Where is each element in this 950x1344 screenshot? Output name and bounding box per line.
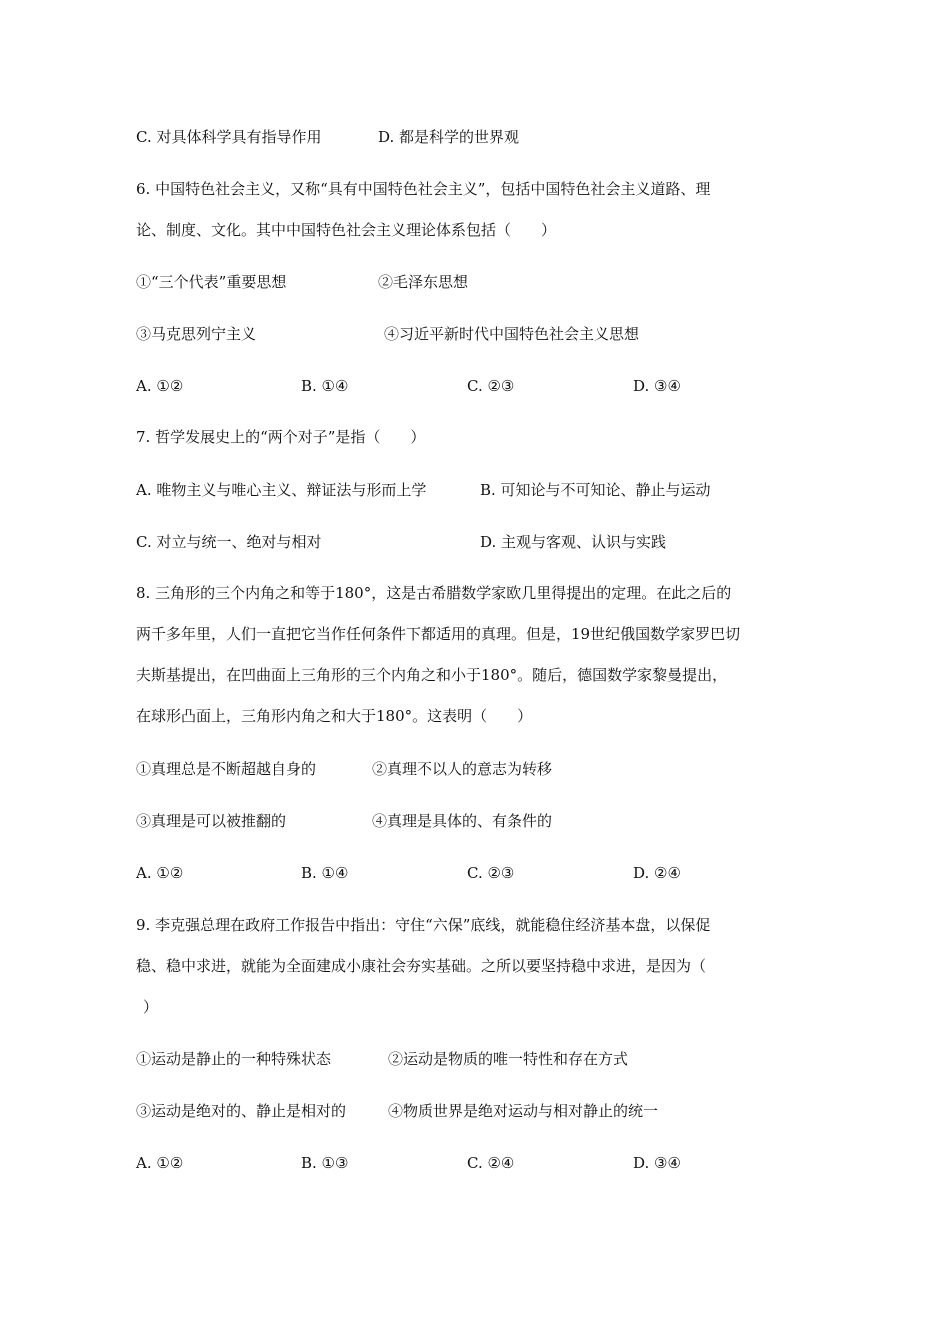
q7-option-b: B. 可知论与不可知论、静止与运动 <box>480 481 711 499</box>
q8-item-3: ③真理是可以被推翻的 <box>136 812 287 830</box>
q5-option-c: C. 对具体科学具有指导作用 <box>136 128 322 146</box>
q9-option-d: D. ③④ <box>633 1154 681 1172</box>
q8-option-c: C. ②③ <box>467 864 515 882</box>
q9-option-b: B. ①③ <box>301 1154 349 1172</box>
q9-stem-line-2: 稳、稳中求进，就能为全面建成小康社会夯实基础。之所以要坚持稳中求进，是因为（ <box>136 957 707 975</box>
q9-option-a: A. ①② <box>136 1154 184 1172</box>
q8-stem-line-4: 在球形凸面上，三角形内角之和大于180°。这表明（ ） <box>136 707 533 725</box>
q8-stem-line-2: 两千多年里，人们一直把它当作任何条件下都适用的真理。但是，19世纪俄国数学家罗巴切 <box>136 625 741 643</box>
q9-item-1: ①运动是静止的一种特殊状态 <box>136 1050 332 1068</box>
q6-option-a: A. ①② <box>136 377 184 395</box>
q6-option-c: C. ②③ <box>467 377 515 395</box>
q8-item-1: ①真理总是不断超越自身的 <box>136 760 317 778</box>
q8-option-a: A. ①② <box>136 864 184 882</box>
q5-option-d: D. 都是科学的世界观 <box>378 128 520 146</box>
q8-option-d: D. ②④ <box>633 864 681 882</box>
q6-option-b: B. ①④ <box>301 377 349 395</box>
q9-item-3: ③运动是绝对的、静止是相对的 <box>136 1102 347 1120</box>
q6-item-4: ④习近平新时代中国特色社会主义思想 <box>384 325 640 343</box>
q6-option-d: D. ③④ <box>633 377 681 395</box>
q9-stem-line-1: 9. 李克强总理在政府工作报告中指出：守住“六保”底线，就能稳住经济基本盘，以保促 <box>136 916 711 934</box>
q9-option-c: C. ②④ <box>467 1154 515 1172</box>
q6-item-2: ②毛泽东思想 <box>378 273 469 291</box>
q6-stem-line-2: 论、制度、文化。其中中国特色社会主义理论体系包括（ ） <box>136 221 557 239</box>
q8-option-b: B. ①④ <box>301 864 349 882</box>
q7-option-a: A. 唯物主义与唯心主义、辩证法与形而上学 <box>136 481 427 499</box>
q8-stem-line-1: 8. 三角形的三个内角之和等于180°，这是古希腊数学家欧几里得提出的定理。在此之后的 <box>136 584 732 602</box>
q7-option-c: C. 对立与统一、绝对与相对 <box>136 533 322 551</box>
q9-stem-line-3: ） <box>143 998 159 1016</box>
q7-stem: 7. 哲学发展史上的“两个对子”是指（ ） <box>136 428 426 446</box>
q6-stem-line-1: 6. 中国特色社会主义，又称“具有中国特色社会主义”，包括中国特色社会主义道路、理 <box>136 180 711 198</box>
q9-item-2: ②运动是物质的唯一特性和存在方式 <box>388 1050 629 1068</box>
q8-item-4: ④真理是具体的、有条件的 <box>372 812 553 830</box>
q7-option-d: D. 主观与客观、认识与实践 <box>480 533 667 551</box>
q8-stem-line-3: 夫斯基提出，在凹曲面上三角形的三个内角之和小于180°。随后，德国数学家黎曼提出， <box>136 666 728 684</box>
q9-item-4: ④物质世界是绝对运动与相对静止的统一 <box>388 1102 659 1120</box>
q6-item-1: ①“三个代表”重要思想 <box>136 273 287 291</box>
q8-item-2: ②真理不以人的意志为转移 <box>372 760 553 778</box>
q6-item-3: ③马克思列宁主义 <box>136 325 257 343</box>
